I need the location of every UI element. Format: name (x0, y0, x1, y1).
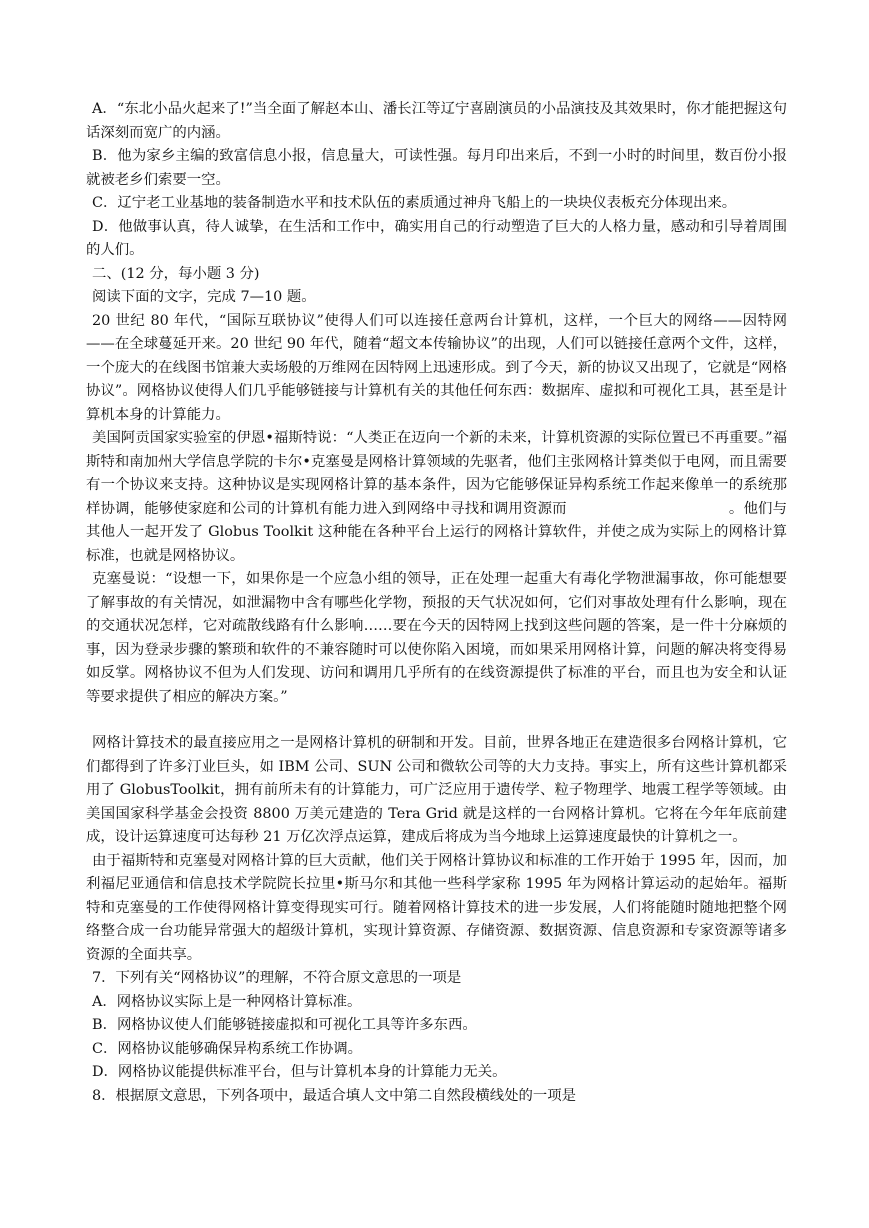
paragraph-gap (86, 709, 787, 732)
question-7-option-a: A．网格协议实际上是一种网格计算标准。 (92, 993, 362, 1010)
article-paragraph-2-before-blank: 美国阿贡国家实验室的伊恩•福斯特说：“人类正在迈向一个新的未来，计算机资源的实际位置已不再重要。”福斯特和南加州大学信息学院的卡尔•克塞曼是网格计算领域的先驱者，他们主张网格计算类似于电网，而且需要有一个协议来支持。这种协议是实现网格计算的基本条件，因为它能够保证异构系统工作起来像单一的系统那样协调，能够使家庭和公司的计算机有能力进入到网络中寻找和调用资源而 (86, 430, 787, 517)
option-6a: A．“东北小品火起来了!”当全面了解赵本山、潘长江等辽宁喜剧演员的小品演技及其效果时，你才能把握这句话深刻而宽广的内涵。 (86, 101, 787, 141)
question-7-option-c: C．网格协议能够确保异构系统工作协调。 (92, 1040, 363, 1057)
option-6b: B．他为家乡主编的致富信息小报，信息量大，可读性强。每月印出来后，不到一小时的时间里，数百份小报就被老乡们索要一空。 (86, 148, 787, 188)
article-paragraph-2-after-blank: 。他们与其他人一起开发了 Globus Toolkit 这种能在各种平台上运行的网格计算软件，并使之成为实际上的网格计算标准，也就是网格协议。 (86, 500, 787, 564)
section-heading: 二、(12 分，每小题 3 分) (92, 265, 260, 282)
article-paragraph-4: 网格计算技术的最直接应用之一是网格计算机的研制和开发。目前，世界各地正在建造很多台网格计算机，它们都得到了许多汀业巨头，如 IBM 公司、SUN 公司和微软公司等的大力支持。事实上，所有这些计算机都采用了 GlobusToolkit，拥有前所未有的计算能力，可广泛应用于遗传学、粒子物理学、地震工程学等领域。由美国国家科学基金会投资 8800 万美元建造的 Tera Grid 就是这样的一台网格计算机。它将在今年年底前建成，设计运算速度可达每秒 21 万亿次浮点运算，建成后将成为当今地球上运算速度最快的计算机之一。 (86, 735, 787, 845)
question-7-option-d: D．网格协议能提供标准平台，但与计算机本身的计算能力无关。 (92, 1064, 507, 1080)
question-8-stem: 8．根据原文意思，下列各项中，最适合填人文中第二自然段横线处的一项是 (92, 1087, 577, 1104)
option-6c: C．辽宁老工业基地的装备制造水平和技术队伍的素质通过神舟飞船上的一块块仪表板充分体现出来。 (92, 195, 737, 211)
question-7-option-b: B．网格协议使人们能够链接虚拟和可视化工具等许多东西。 (92, 1017, 477, 1033)
article-paragraph-5: 由于福斯特和克塞曼对网格计算的巨大贡献，他们关于网格计算协议和标准的工作开始于 1995 年，因而，加利福尼亚通信和信息技术学院院长拉里•斯马尔和其他一些科学家称 1995 年为网格计算运动的起始年。福斯特和克塞曼的工作使得网格计算变得现实可行。随着网格计算技术的进一步发展，人们将能随时随地把整个网络整合成一台功能异常强大的超级计算机，实现计算资源、存储资源、数据资源、信息资源和专家资源等诸多资源的全面共享。 (86, 852, 787, 963)
article-paragraph-1: 20 世纪 80 年代，“国际互联协议”使得人们可以连接任意两台计算机，这样，一个巨大的网络——因特网——在全球蔓延开来。20 世纪 90 年代，随着“超文本传输协议”的出现，人们可以链接任意两个文件，这样，一个庞大的在线图书馆兼大卖场般的万维网在因特网上迅速形成。到了今天，新的协议又出现了，它就是“网格协议”。网格协议使得人们几乎能够链接与计算机有关的其他任何东西：数据库、虚拟和可视化工具，甚至是计算机本身的计算能力。 (86, 312, 787, 423)
article-paragraph-2 (86, 427, 787, 568)
question-7-stem: 7．下列有关“网格协议”的理解，不符合原文意思的一项是 (92, 970, 462, 986)
article-paragraph-3: 克塞曼说：“设想一下，如果你是一个应急小组的领导，正在处理一起重大有毒化学物泄漏事故，你可能想要了解事故的有关情况，如泄漏物中含有哪些化学物，预报的天气状况如何，它们对事故处理有什么影响，现在的交通状况怎样，它对疏散线路有什么影响……要在今天的因特网上找到这些问题的答案，是一件十分麻烦的事，因为登录步骤的繁琐和软件的不兼容随时可以使你陷入困境，而如果采用网格计算，问题的解决将变得易如反掌。网格协议不但为人们发现、访问和调用几乎所有的在线资源提供了标准的平台，而且也为安全和认证等要求提供了相应的解决方案。” (86, 571, 787, 705)
section-instruction: 阅读下面的文字，完成 7—10 题。 (92, 289, 316, 305)
option-6d: D．他做事认真，待人诚挚，在生活和工作中，确实用自己的行动塑造了巨大的人格力量，感动和引导着周围的人们。 (86, 218, 787, 258)
